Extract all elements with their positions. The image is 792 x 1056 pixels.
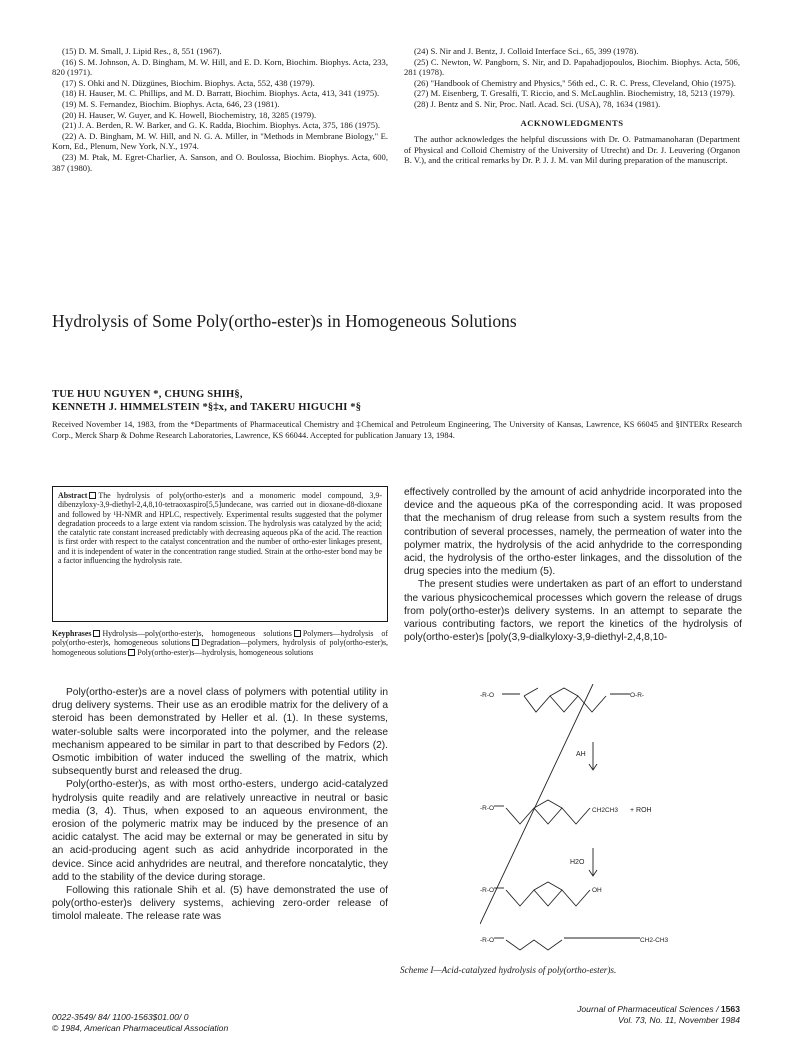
reaction-scheme bbox=[480, 684, 700, 952]
svg-text:CH2-CH3: CH2-CH3 bbox=[640, 937, 669, 944]
issn-code: 0022-3549/ 84/ 1100-1563$01.00/ 0 bbox=[52, 1012, 189, 1022]
article-title: Hydrolysis of Some Poly(ortho-ester)s in Homogeneous Solutions bbox=[52, 311, 517, 331]
reference-item: (26) "Handbook of Chemistry and Physics," 56th ed., C. R. C. Press, Cleveland, Ohio (1975). bbox=[414, 77, 736, 88]
keyphrase-item: Hydrolysis—poly(ortho-ester)s, homogeneous solutions bbox=[102, 629, 292, 638]
reference-item: (25) C. Newton, W. Pangborn, S. Nir, and D. Papahadjopoulos, Biochim. Biophys. Acta, 506, 281 (1978). bbox=[404, 56, 740, 78]
body-left-column bbox=[52, 686, 388, 924]
copyright-notice: © 1984, American Pharmaceutical Association bbox=[52, 1022, 229, 1033]
byproduct-label: + ROH bbox=[630, 807, 652, 814]
reference-item: (23) M. Ptak, M. Egret-Charlier, A. Sanson, and O. Boulossa, Biochim. Biophys. Acta, 600, 387 (1980). bbox=[52, 151, 388, 173]
reagent-acid: AH bbox=[576, 751, 586, 758]
keyphrases bbox=[52, 629, 388, 657]
keyphrase-item: Polymers—hydrolysis of poly(ortho-ester)s, homogeneous solutions bbox=[52, 629, 388, 648]
author-list bbox=[52, 389, 672, 414]
svg-text:O-R-: O-R- bbox=[630, 692, 645, 699]
body-paragraph: effectively controlled by the amount of acid anhydride incorporated into the device and the aqueous pKa of the corresponding acid. It was proposed that the mechanism of drug release from such a system results from the contribution of several processes, namely, the permeation of water into the polymer matrix, the hydrolysis of the acid anhydride to the corresponding acid, the hydrolysis of the ortho-ester linkages, and the dissolution of the drug species into the medium (5). bbox=[404, 487, 742, 578]
keyphrase-item: Poly(ortho-ester)s—hydrolysis, homogeneous solutions bbox=[137, 647, 314, 657]
reference-item: (16) S. M. Johnson, A. D. Bingham, M. W. Hill, and E. D. Korn, Biochim. Biophys. Acta, 233, 820 (1971). bbox=[52, 56, 388, 78]
acknowledgments-text: The author acknowledges the helpful discussions with Dr. O. Patmamanoharan (Department of Physical and Colloid Chemistry of the University of Utrecht) and Dr. J. Leuvering (Organon B. V.), and the critical remarks by Dr. P. J. J. M. van Mil during preparation of the manuscript. bbox=[404, 134, 740, 166]
body-paragraph: Poly(ortho-ester)s, as with most ortho-esters, undergo acid-catalyzed hydrolysis quite readily and are relatively unreactive in neutral or basic media (3, 4). Thus, when exposed to an aqueous environment, the erosion of the polymeric matrix may be induced by the presence of an acidic catalyst. The acid may be external or may be generated in situ by an acid-producing agent such as acid anhydride incorporated in the device. Since acid anhydrides are neutral, and therefore noncatalytic, they add to the stability of the device during storage. bbox=[52, 779, 388, 883]
keyphrase-item: Degradation—polymers, hydrolysis of poly(ortho-ester)s, homogeneous solutions bbox=[52, 638, 389, 657]
volume-info: Vol. 73, No. 11, November 1984 bbox=[618, 1014, 740, 1025]
acknowledgments-heading: ACKNOWLEDGMENTS bbox=[520, 117, 624, 128]
box-bullet-icon bbox=[192, 639, 199, 646]
reagent-water: H2O bbox=[570, 859, 585, 866]
box-bullet-icon bbox=[128, 649, 135, 656]
reference-item: (19) M. S. Fernandez, Biochim. Biophys. Acta, 646, 23 (1981). bbox=[62, 98, 280, 109]
abstract-box bbox=[52, 486, 388, 622]
svg-text:-R-O: -R-O bbox=[480, 887, 495, 894]
svg-text:-R-O: -R-O bbox=[480, 692, 495, 699]
authors-line-2: KENNETH J. HIMMELSTEIN *§‡x, and TAKERU HIGUCHI *§ bbox=[52, 401, 362, 413]
box-bullet-icon bbox=[89, 492, 96, 499]
reference-item: (27) M. Eisenberg, T. Gresalfi, T. Riccio, and S. McLaughlin. Biochemistry, 18, 5213 (1979). bbox=[414, 88, 735, 99]
reference-item: (28) J. Bentz and S. Nir, Proc. Natl. Acad. Sci. (USA), 78, 1634 (1981). bbox=[414, 98, 661, 109]
references-left-column bbox=[52, 46, 388, 173]
svg-text:CH2CH3: CH2CH3 bbox=[592, 807, 619, 814]
scheme-caption: Scheme I—Acid-catalyzed hydrolysis of poly(ortho-ester)s. bbox=[400, 965, 617, 975]
footer-right bbox=[540, 1004, 740, 1025]
footer-left bbox=[52, 1012, 228, 1033]
reference-item: (15) D. M. Small, J. Lipid Res., 8, 551 (1967). bbox=[62, 46, 222, 56]
reference-item: (21) J. A. Berden, R. W. Barker, and G. K. Radda, Biochim. Biophys. Acta, 375, 186 (1975). bbox=[62, 120, 381, 131]
reference-item: (17) S. Ohki and N. Düzgünes, Biochim. Biophys. Acta, 552, 438 (1979). bbox=[62, 77, 315, 88]
body-paragraph: Poly(ortho-ester)s are a novel class of polymers with potential utility in drug delivery systems. Their use as an erodible matrix for the delivery of a steroid has been demonstrated by Heller et al. (1). In these systems, water-soluble salts were incorporated into the polymer, and the release mechanism appeared to be similar in part to that described by Fedors (2). Osmotic imbibition of water induced the swelling of the matrix, which subsequently burst and released the drug. bbox=[52, 687, 388, 778]
svg-text:-R-O: -R-O bbox=[480, 937, 495, 944]
reaction-scheme-drawing bbox=[480, 684, 700, 952]
journal-name: Journal of Pharmaceutical Sciences / bbox=[577, 1004, 719, 1014]
body-paragraph: The present studies were undertaken as part of an effort to understand the various physicochemical processes which govern the release of drugs from poly(ortho-ester)s delivery systems. In an attempt to separate the various contributing factors, we report the kinetics of the hydrolysis of poly(ortho-ester)s [poly(3,9-dialkyloxy-3,9-diethyl-2,4,8,10- bbox=[404, 579, 742, 644]
keyphrases-label: Keyphrases bbox=[52, 629, 92, 638]
reference-item: (18) H. Hauser, M. C. Phillips, and M. D. Barratt, Biochim. Biophys. Acta, 413, 341 (1975). bbox=[62, 88, 380, 99]
page-number: 1563 bbox=[720, 1004, 740, 1014]
reference-item: (20) H. Hauser, W. Guyer, and K. Howell, Biochemistry, 18, 3285 (1979). bbox=[62, 109, 317, 120]
svg-text:OH: OH bbox=[592, 887, 602, 894]
abstract-text: The hydrolysis of poly(ortho-ester)s and a monomeric model compound, 3,9-dibenzyloxy-3,9-diethyl-2,4,8,10-tetraoxaspiro[5,5]undecane, was carried out in dioxane-d8-dioxane and followed by ¹H-NMR and HPLC, respectively. Experimental results suggested that the polymer degradation proceeds to a large extent via random scission. The hydrolysis was catalyzed by the acid; the catalytic rate constant increased predictably with decreasing aqueous pKa of the acid. The reaction is first order with respect to the catalyst concentration and the number of ortho-ester linkages present, and it is independent of water in the concentration range studied. Strain at the ortho-ester bond may be a factor influencing the hydrolysis rate. bbox=[58, 491, 382, 566]
abstract-label: Abstract bbox=[58, 491, 88, 500]
reference-item: (22) A. D. Bingham, M. W. Hill, and N. G. A. Miller, in "Methods in Membrane Biology," E. Korn, Ed., Plenum, New York, N.Y., 1974. bbox=[52, 130, 388, 152]
references-right-column bbox=[404, 46, 740, 166]
box-bullet-icon bbox=[93, 630, 100, 637]
body-paragraph: Following this rationale Shih et al. (5) have demonstrated the use of poly(ortho-ester)s delivery systems, achieving zero-order release of timolol maleate. The release rate was bbox=[52, 885, 388, 923]
received-note: Received November 14, 1983, from the *Departments of Pharmaceutical Chemistry and ‡Chemical and Petroleum Engineering, The University of Kansas, Lawrence, KS 66045 and §INTERx Research Corp., Merck Sharp & Dohme Research Laboratories, Lawrence, KS 66044. Accepted for publication January 13, 1984. bbox=[52, 420, 742, 440]
svg-text:-R-O: -R-O bbox=[480, 805, 495, 812]
box-bullet-icon bbox=[294, 630, 301, 637]
authors-line-1: TUE HUU NGUYEN *, CHUNG SHIH§, bbox=[52, 389, 243, 400]
reference-item: (24) S. Nir and J. Bentz, J. Colloid Interface Sci., 65, 399 (1978). bbox=[414, 46, 639, 56]
body-right-column bbox=[404, 486, 742, 644]
